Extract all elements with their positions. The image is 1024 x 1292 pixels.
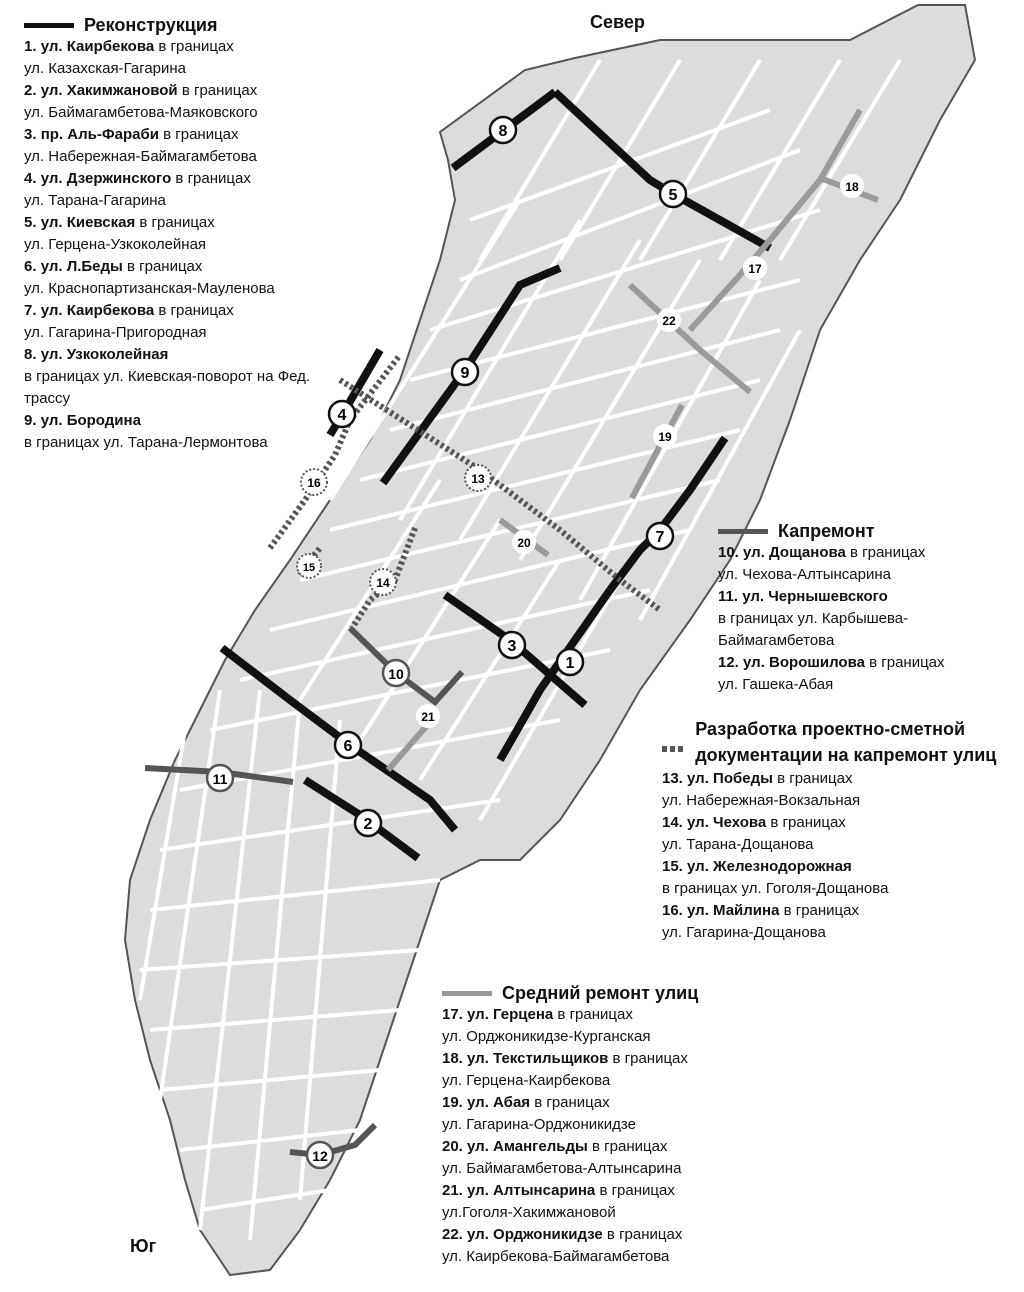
street-suffix: в границах: [122, 258, 203, 275]
legend-header: [662, 716, 1014, 768]
street-name: 21.: [442, 1182, 463, 1199]
badge-label: 20: [517, 536, 531, 550]
street-name: ул. Дзержинского: [40, 170, 172, 187]
street-suffix: в границах: [779, 902, 859, 919]
street-name: ул. Победы: [687, 770, 773, 787]
street-name: 18.: [442, 1050, 463, 1067]
street-range: ул. Тарана-Дощанова: [662, 836, 814, 853]
legend-swatch: [662, 746, 685, 752]
street-name: 1.: [24, 38, 37, 55]
street-range: в границах ул. Гоголя-Дощанова: [662, 880, 889, 897]
legend-title: Средний ремонт улиц: [502, 983, 699, 1003]
street-name: 14.: [662, 814, 683, 831]
badge-label: 8: [498, 123, 508, 140]
street-range: ул. Герцена-Каирбекова: [442, 1072, 611, 1089]
street-name: ул. Орджоникидзе: [467, 1226, 603, 1243]
street-range: ул. Казахская-Гагарина: [24, 60, 187, 77]
legend-medium-repair: [442, 982, 782, 1268]
legend-capital-repair: [718, 520, 1018, 696]
badge-label: 18: [845, 180, 859, 194]
street-range: ул. Баймагамбетова-Маяковского: [24, 104, 258, 121]
legend-reconstruction: [24, 14, 359, 454]
legend-item: [24, 124, 359, 168]
street-name: ул. Герцена: [467, 1006, 554, 1023]
legend-item: [662, 900, 1014, 944]
street-suffix: в границах: [608, 1050, 688, 1067]
street-range: в границах ул. Киевская-поворот на Фед. трассу: [24, 368, 311, 407]
badge-label: 4: [337, 407, 347, 424]
badge-label: 16: [307, 476, 321, 490]
street-range: ул. Краснопартизанская-Мауленова: [24, 280, 275, 297]
legend-header: [24, 14, 359, 36]
street-suffix: в границах: [135, 214, 215, 231]
badge-6: [335, 732, 361, 758]
street-suffix: в границах: [154, 302, 234, 319]
street-range: ул.Гоголя-Хакимжановой: [442, 1204, 616, 1221]
badge-11: [207, 765, 233, 791]
street-suffix: в границах: [154, 38, 234, 55]
legend-item: [24, 36, 359, 80]
street-name: 17.: [442, 1006, 463, 1023]
street-name: 6.: [24, 258, 37, 275]
legend-swatch: [718, 529, 768, 534]
badge-label: 13: [471, 472, 485, 486]
badge-9: [452, 359, 478, 385]
badge-label: 3: [507, 638, 517, 655]
legend-title: Реконструкция: [84, 15, 218, 35]
street-name: ул. Майлина: [687, 902, 780, 919]
legend-design-docs: [662, 716, 1014, 944]
badge-10: [383, 660, 409, 686]
street-name: ул. Узкоколейная: [40, 346, 169, 363]
street-suffix: в границах: [595, 1182, 675, 1199]
badge-5: [660, 181, 686, 207]
street-name: 9.: [24, 412, 37, 429]
south-label: Юг: [130, 1236, 157, 1256]
street-range: ул. Тарана-Гагарина: [24, 192, 166, 209]
street-name: 4.: [24, 170, 37, 187]
street-suffix: в границах: [772, 770, 853, 787]
street-name: ул. Амангельды: [467, 1138, 588, 1155]
street-name: ул. Железнодорожная: [687, 858, 852, 875]
street-name: ул. Абая: [467, 1094, 531, 1111]
street-range: ул. Чехова-Алтынсарина: [718, 566, 891, 583]
badge-label: 9: [460, 365, 470, 382]
street-name: 2.: [24, 82, 37, 99]
legend-item: [662, 768, 1014, 812]
badge-20: [512, 530, 536, 554]
street-name: ул. Текстильщиков: [467, 1050, 609, 1067]
legend-item: [24, 168, 359, 212]
street-name: 8.: [24, 346, 37, 363]
badge-label: 15: [302, 562, 316, 574]
legend-item: [24, 344, 359, 410]
street-range: ул. Гагарина-Дощанова: [662, 924, 826, 941]
badge-15: [297, 554, 321, 578]
badge-14: [370, 569, 396, 595]
street-suffix: в границах: [845, 544, 926, 561]
street-name: ул. Алтынсарина: [467, 1182, 596, 1199]
legend-title: Капремонт: [778, 521, 875, 541]
legend-item: [442, 1092, 782, 1136]
legend-swatch: [24, 23, 74, 28]
street-range: в границах ул. Карбышева-Баймагамбетова: [718, 610, 909, 649]
street-name: ул. Ворошилова: [743, 654, 865, 671]
street-name: ул. Киевская: [40, 214, 136, 231]
street-name: 10.: [718, 544, 739, 561]
street-range: в границах ул. Тарана-Лермонтова: [24, 434, 268, 451]
badge-8: [490, 117, 516, 143]
badge-label: 19: [658, 430, 672, 444]
street-suffix: в границах: [553, 1006, 633, 1023]
legend-item: [442, 1224, 782, 1268]
street-suffix: в границах: [530, 1094, 610, 1111]
street-name: 16.: [662, 902, 683, 919]
badge-16: [301, 469, 327, 495]
street-name: 19.: [442, 1094, 463, 1111]
badge-2: [355, 810, 381, 836]
badge-12: [307, 1142, 333, 1168]
badge-21: [416, 704, 440, 728]
street-name: 12.: [718, 654, 739, 671]
street-name: ул. Хакимжановой: [40, 82, 178, 99]
street-name: 15.: [662, 858, 683, 875]
street-range: ул. Баймагамбетова-Алтынсарина: [442, 1160, 682, 1177]
legend-item: [662, 812, 1014, 856]
street-name: ул. Дощанова: [743, 544, 846, 561]
badge-label: 2: [363, 816, 373, 833]
street-name: ул. Л.Беды: [40, 258, 123, 275]
badge-7: [647, 523, 673, 549]
badge-label: 12: [312, 1148, 328, 1164]
badge-3: [499, 632, 525, 658]
legend-item: [442, 1004, 782, 1048]
street-name: ул. Каирбекова: [40, 38, 155, 55]
street-suffix: в границах: [766, 814, 846, 831]
street-name: пр. Аль-Фараби: [40, 126, 159, 143]
legend-item: [442, 1048, 782, 1092]
street-name: 22.: [442, 1226, 463, 1243]
street-range: ул. Гагарина-Пригородная: [24, 324, 207, 341]
badge-1: [557, 649, 583, 675]
legend-item: [24, 80, 359, 124]
badge-label: 7: [655, 529, 665, 546]
legend-item: [24, 410, 359, 454]
street-suffix: в границах: [602, 1226, 683, 1243]
street-name: 7.: [24, 302, 37, 319]
street-suffix: в границах: [587, 1138, 668, 1155]
badge-label: 10: [388, 666, 404, 682]
badge-22: [657, 308, 681, 332]
street-suffix: в границах: [171, 170, 251, 187]
street-range: ул. Герцена-Узкоколейная: [24, 236, 207, 253]
badge-label: 6: [343, 738, 353, 755]
badge-label: 5: [668, 187, 678, 204]
street-range: ул. Гагарина-Орджоникидзе: [442, 1116, 636, 1133]
badge-13: [465, 465, 491, 491]
legend-item: [718, 652, 1018, 696]
legend-item: [24, 300, 359, 344]
north-label: Север: [590, 12, 645, 32]
street-name: ул. Каирбекова: [40, 302, 155, 319]
badge-label: 14: [376, 576, 390, 590]
badge-label: 21: [421, 710, 435, 724]
badge-label: 1: [565, 655, 575, 672]
legend-header: [442, 982, 782, 1004]
legend-item: [24, 256, 359, 300]
legend-header: [718, 520, 1018, 542]
legend-title: Разработка проектно-сметной документации на капремонт улиц: [695, 719, 997, 765]
street-range: ул. Гашека-Абая: [718, 676, 834, 693]
street-name: 5.: [24, 214, 37, 231]
badge-18: [840, 174, 864, 198]
street-name: ул. Чехова: [687, 814, 767, 831]
legend-item: [442, 1136, 782, 1180]
badge-label: 17: [748, 262, 762, 276]
street-name: 3.: [24, 126, 37, 143]
street-name: 11.: [718, 588, 739, 605]
street-range: ул. Набережная-Вокзальная: [662, 792, 861, 809]
legend-swatch: [442, 991, 492, 996]
street-name: 20.: [442, 1138, 463, 1155]
legend-item: [718, 542, 1018, 586]
badge-label: 11: [212, 771, 228, 787]
badge-17: [743, 256, 767, 280]
legend-item: [24, 212, 359, 256]
street-suffix: в границах: [158, 126, 239, 143]
street-name: 13.: [662, 770, 683, 787]
legend-item: [442, 1180, 782, 1224]
badge-label: 22: [662, 314, 676, 328]
legend-item: [718, 586, 1018, 652]
street-suffix: в границах: [864, 654, 945, 671]
street-suffix: в границах: [177, 82, 258, 99]
street-range: ул. Набережная-Баймагамбетова: [24, 148, 257, 165]
legend-item: [662, 856, 1014, 900]
street-name: ул. Чернышевского: [742, 588, 888, 605]
street-range: ул. Каирбекова-Баймагамбетова: [442, 1248, 670, 1265]
badge-19: [653, 424, 677, 448]
street-range: ул. Орджоникидзе-Курганская: [442, 1028, 651, 1045]
street-name: ул. Бородина: [40, 412, 141, 429]
